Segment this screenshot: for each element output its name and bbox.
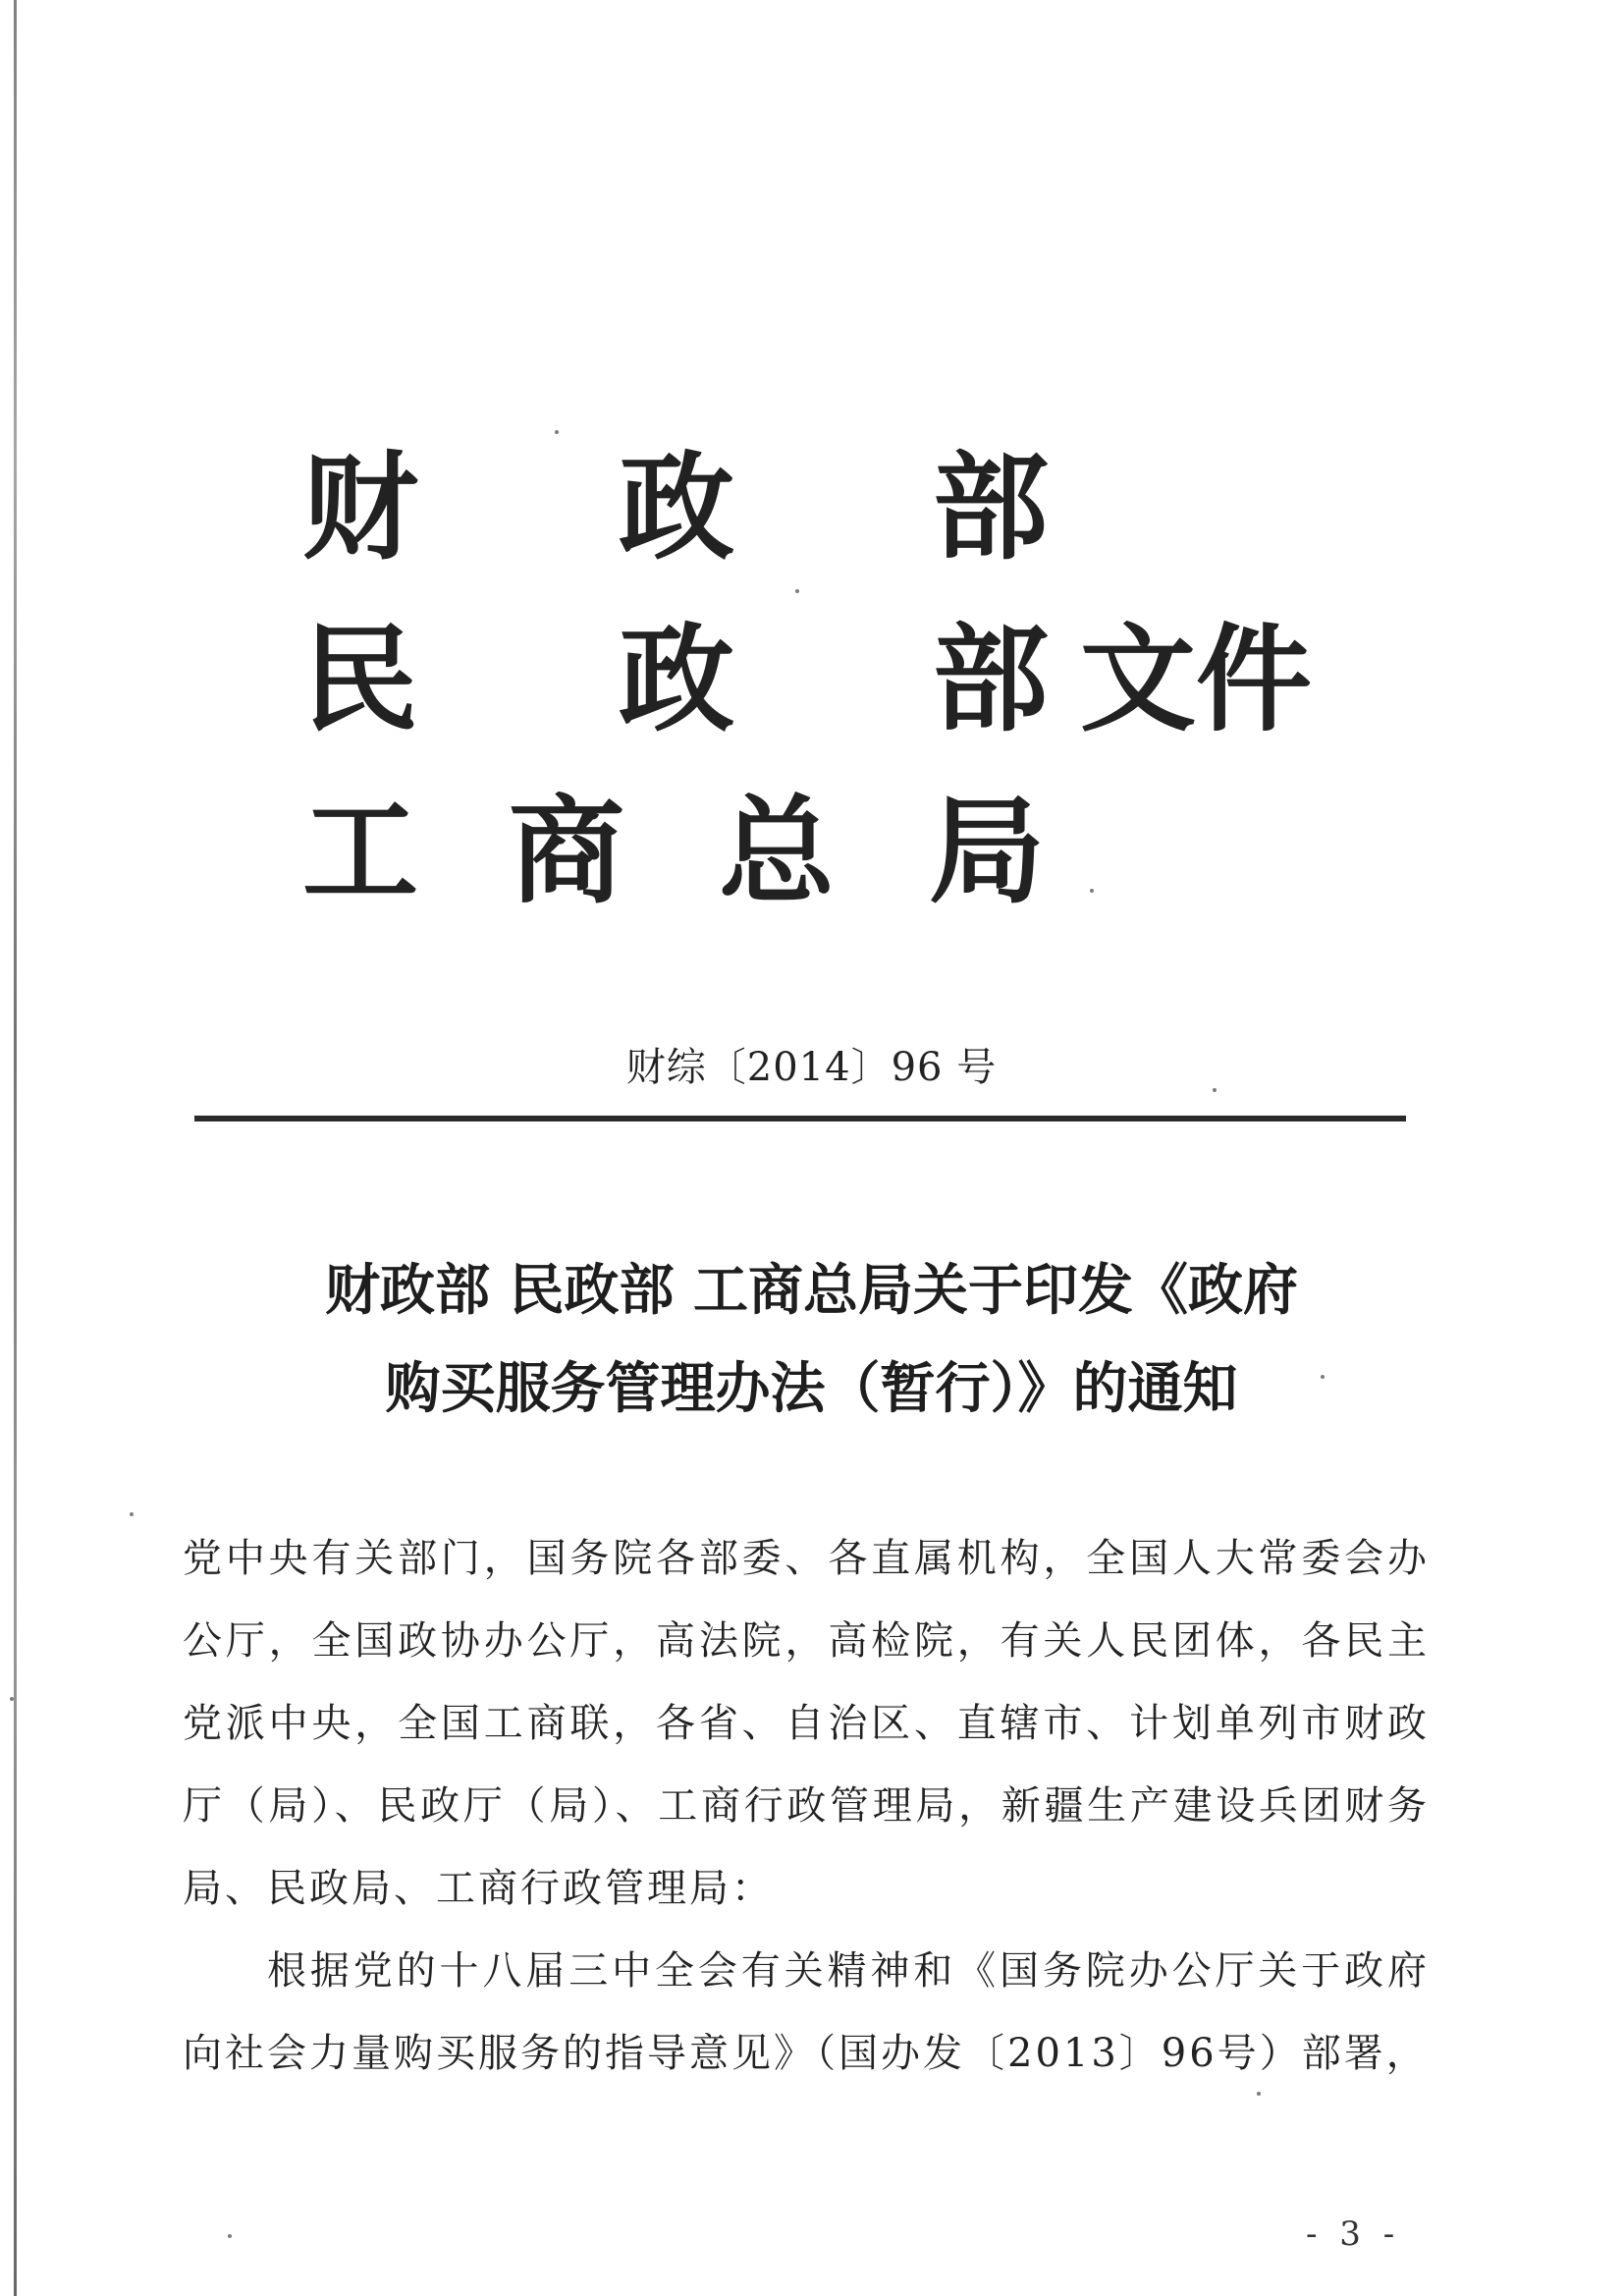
issuer-header	[295, 422, 1375, 938]
issuer-char: 总	[719, 784, 836, 919]
body-paragraph-1: 根据党的十八届三中全会有关精神和《国务院办公厅关于政府向社会力量购买服务的指导意见》（国办发〔2013〕96号）部署，	[183, 1948, 1430, 2076]
issuer-row-ministry-of-civil-affairs	[295, 594, 1375, 766]
issuer-char: 工	[302, 784, 419, 919]
scan-speck	[130, 1512, 134, 1516]
issuer-char: 民	[302, 612, 419, 747]
issuer-row-saic	[295, 766, 1375, 938]
issuer-char: 部	[933, 612, 1050, 747]
issuer-char: 财	[302, 440, 419, 575]
issuer-char: 政	[619, 612, 735, 747]
scan-speck	[228, 2234, 232, 2238]
addressees-paragraph: 党中央有关部门，国务院各部委、各直属机构，全国人大常委会办公厅，全国政协办公厅，高法院，高检院，有关人民团体，各民主党派中央，全国工商联，各省、自治区、直辖市、计划单列市财政厅（局）、民政厅（局）、工商行政管理局，新疆生产建设兵团财务局、民政局、工商行政管理局：	[183, 1536, 1430, 1911]
title-line-2: 购买服务管理办法（暂行）》的通知	[385, 1357, 1238, 1421]
issuer-char: 商	[509, 784, 625, 919]
issuer-char: 政	[619, 440, 735, 575]
issuer-wenjian: 文件	[1080, 612, 1313, 747]
document-number: 财综〔2014〕96 号	[625, 1045, 998, 1090]
scan-edge	[14, 0, 17, 2296]
title-line-1: 财政部 民政部 工商总局关于印发《政府	[325, 1259, 1298, 1323]
page-number: - 3 -	[1306, 2214, 1401, 2254]
header-rule	[194, 1116, 1406, 1121]
scan-speck	[10, 1697, 14, 1701]
issuer-row-ministry-of-finance	[295, 422, 1375, 594]
document-title	[0, 1242, 1623, 1439]
issuer-char: 局	[929, 784, 1046, 919]
document-body	[183, 1517, 1430, 2095]
issuer-char: 部	[933, 440, 1050, 575]
